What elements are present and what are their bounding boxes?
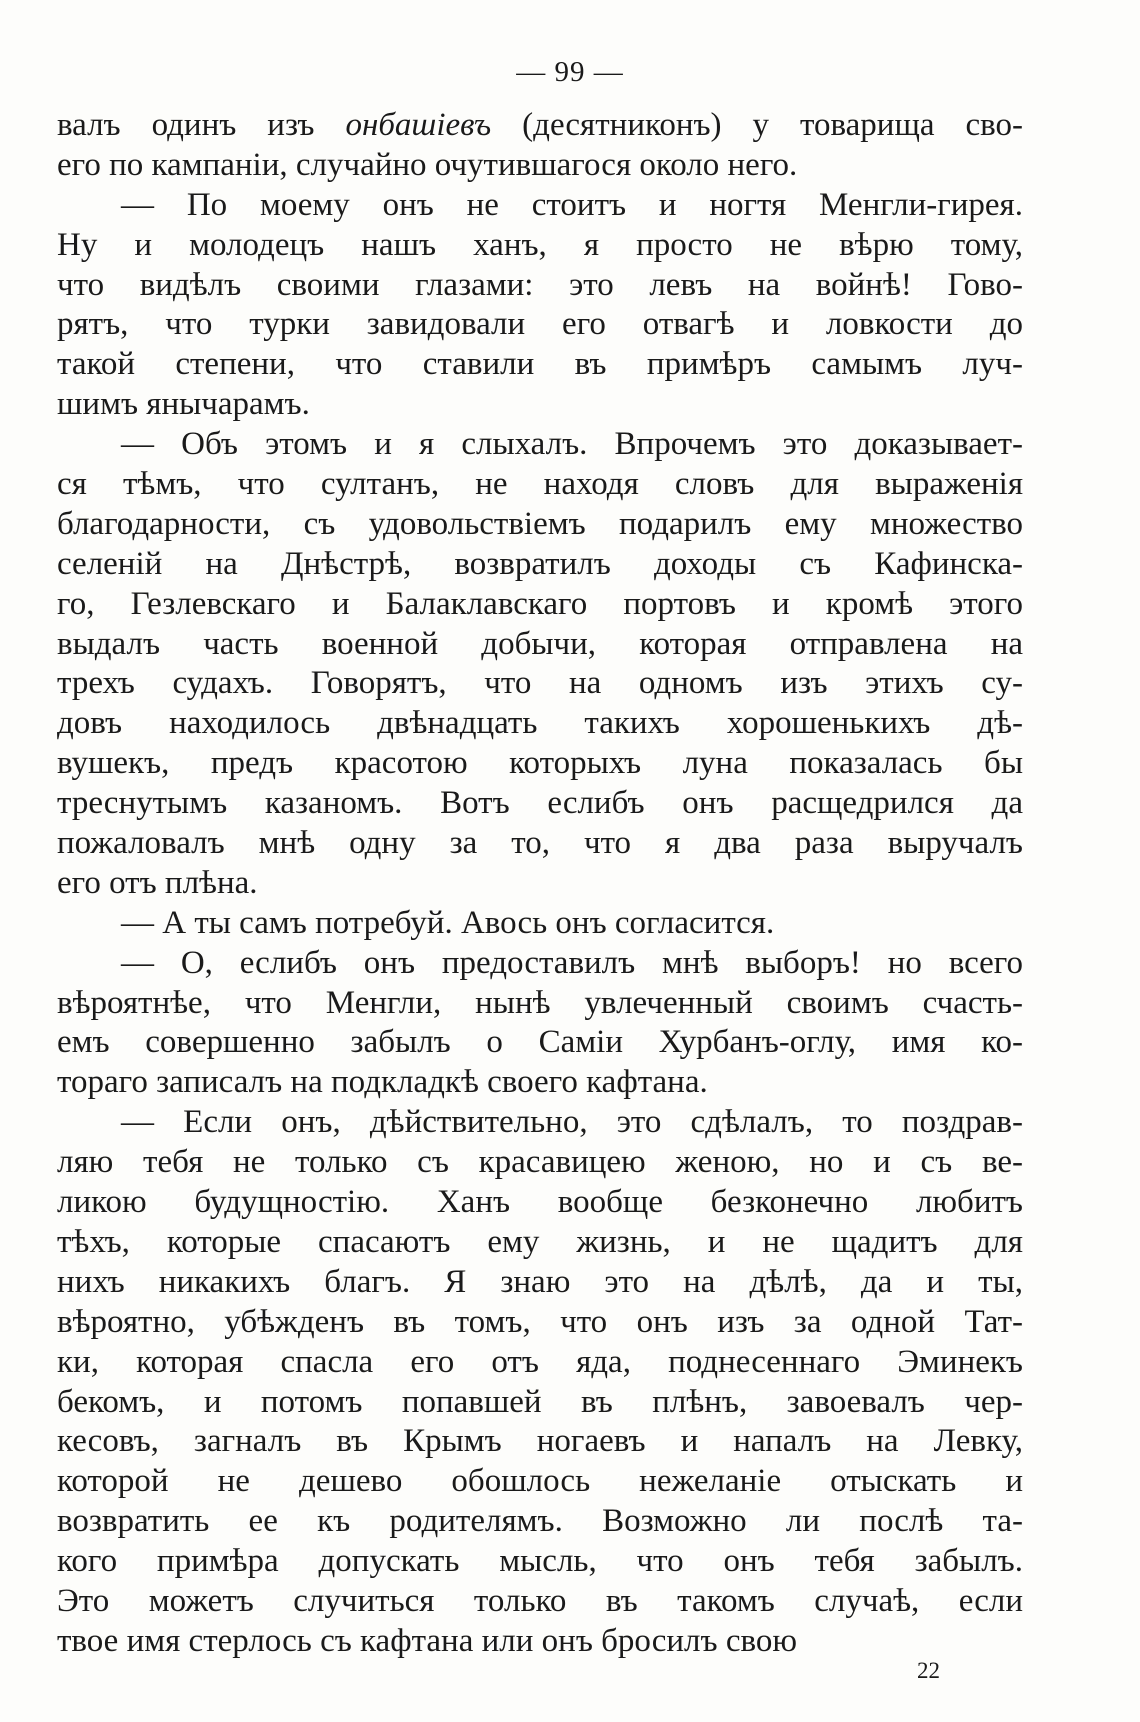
text-line: емъ совершенно забылъ о Саміи Хурбанъ-оглу, имя ко- xyxy=(57,1024,1023,1061)
page-number: — 99 — xyxy=(516,56,624,88)
text-line: пожаловалъ мнѣ одну за то, что я два раза выручалъ xyxy=(57,825,1023,862)
line-text: (десятниконъ) у товарища сво- xyxy=(491,107,1023,143)
text-line: рятъ, что турки завидовали его отвагѣ и ловкости до xyxy=(57,306,1023,343)
text-line: ликою будущностію. Ханъ вообще безконечно любитъ xyxy=(57,1184,1023,1221)
paragraph xyxy=(57,425,1023,904)
text-line: — О, еслибъ онъ предоставилъ мнѣ выборъ! но всего xyxy=(121,944,1023,981)
body-text xyxy=(57,106,1023,1662)
text-line: тѣхъ, которые спасаютъ ему жизнь, и не щадитъ для xyxy=(57,1223,1023,1260)
text-line: благодарности, съ удовольствіемъ подарилъ ему множество xyxy=(57,505,1023,542)
text-line: вѣроятно, убѣжденъ въ томъ, что онъ изъ за одной Тат- xyxy=(57,1303,1023,1340)
text-line: трехъ судахъ. Говорятъ, что на одномъ изъ этихъ су- xyxy=(57,665,1023,702)
text-line: ся тѣмъ, что султанъ, не находя словъ для выраженія xyxy=(57,466,1023,503)
text-line: кесовъ, загналъ въ Крымъ ногаевъ и напалъ на Левку, xyxy=(57,1423,1023,1460)
text-line: что видѣлъ своими глазами: это левъ на войнѣ! Гово- xyxy=(57,266,1023,303)
paragraph xyxy=(57,186,1023,425)
text-line: — По моему онъ не стоитъ и ногтя Менгли-гирея. xyxy=(121,186,1023,223)
italic-term: онбашіевъ xyxy=(345,107,492,143)
text-line: ки, которая спасла его отъ яда, поднесеннаго Эминекъ xyxy=(57,1343,1023,1380)
text-line: селеній на Днѣстрѣ, возвратилъ доходы съ Кафинска- xyxy=(57,545,1023,582)
text-line: вушекъ, предъ красотою которыхъ луна показалась бы xyxy=(57,745,1023,782)
text-line: треснутымъ казаномъ. Вотъ еслибъ онъ расщедрился да xyxy=(57,785,1023,822)
text-line: такой степени, что ставили въ примѣръ самымъ луч- xyxy=(57,346,1023,383)
text-line: ляю тебя не только съ красавицею женою, но и съ ве- xyxy=(57,1144,1023,1181)
text-line: возвратить ее къ родителямъ. Возможно ли послѣ та- xyxy=(57,1503,1023,1540)
paragraph xyxy=(57,944,1023,1104)
text-line: кого примѣра допускать мысль, что онъ тебя забылъ. xyxy=(57,1543,1023,1580)
text-line: его по кампаніи, случайно очутившагося около него. xyxy=(57,146,798,183)
text-line: довъ находилось двѣнадцать такихъ хорошенькихъ дѣ- xyxy=(57,705,1023,742)
text-line: нихъ никакихъ благъ. Я знаю это на дѣлѣ, да и ты, xyxy=(57,1263,1023,1300)
text-line: вѣроятнѣе, что Менгли, нынѣ увлеченный своимъ счасть- xyxy=(57,984,1023,1021)
paragraph xyxy=(57,106,1023,186)
text-line: шимъ янычарамъ. xyxy=(57,386,310,423)
line-text: валъ одинъ изъ xyxy=(57,107,346,143)
text-line xyxy=(57,106,1023,146)
text-line: его отъ плѣна. xyxy=(57,864,258,901)
text-line: — Если онъ, дѣйствительно, это сдѣлалъ, то поздрав- xyxy=(121,1104,1023,1141)
paragraph xyxy=(57,1103,1023,1661)
text-line: бекомъ, и потомъ попавшей въ плѣнъ, завоевалъ чер- xyxy=(57,1383,1023,1420)
signature-mark: 22 xyxy=(917,1658,940,1683)
paragraph xyxy=(57,904,1023,944)
text-line: которой не дешево обошлось нежеланіе отыскать и xyxy=(57,1463,1023,1500)
text-line: Ну и молодецъ нашъ ханъ, я просто не вѣрю тому, xyxy=(57,226,1023,263)
text-line: — А ты самъ потребуй. Авось онъ согласится. xyxy=(121,904,775,941)
text-line: выдалъ часть военной добычи, которая отправлена на xyxy=(57,625,1023,662)
text-line: тораго записалъ на подкладкѣ своего кафтана. xyxy=(57,1064,708,1101)
text-line: Это можетъ случиться только въ такомъ случаѣ, если xyxy=(57,1582,1023,1619)
text-line: — Объ этомъ и я слыхалъ. Впрочемъ это доказывает- xyxy=(121,426,1023,463)
text-line: го, Гезлевскаго и Балаклавскаго портовъ и кромѣ этого xyxy=(57,585,1023,622)
text-line: твое имя стерлось съ кафтана или онъ бросилъ свою xyxy=(57,1622,797,1659)
